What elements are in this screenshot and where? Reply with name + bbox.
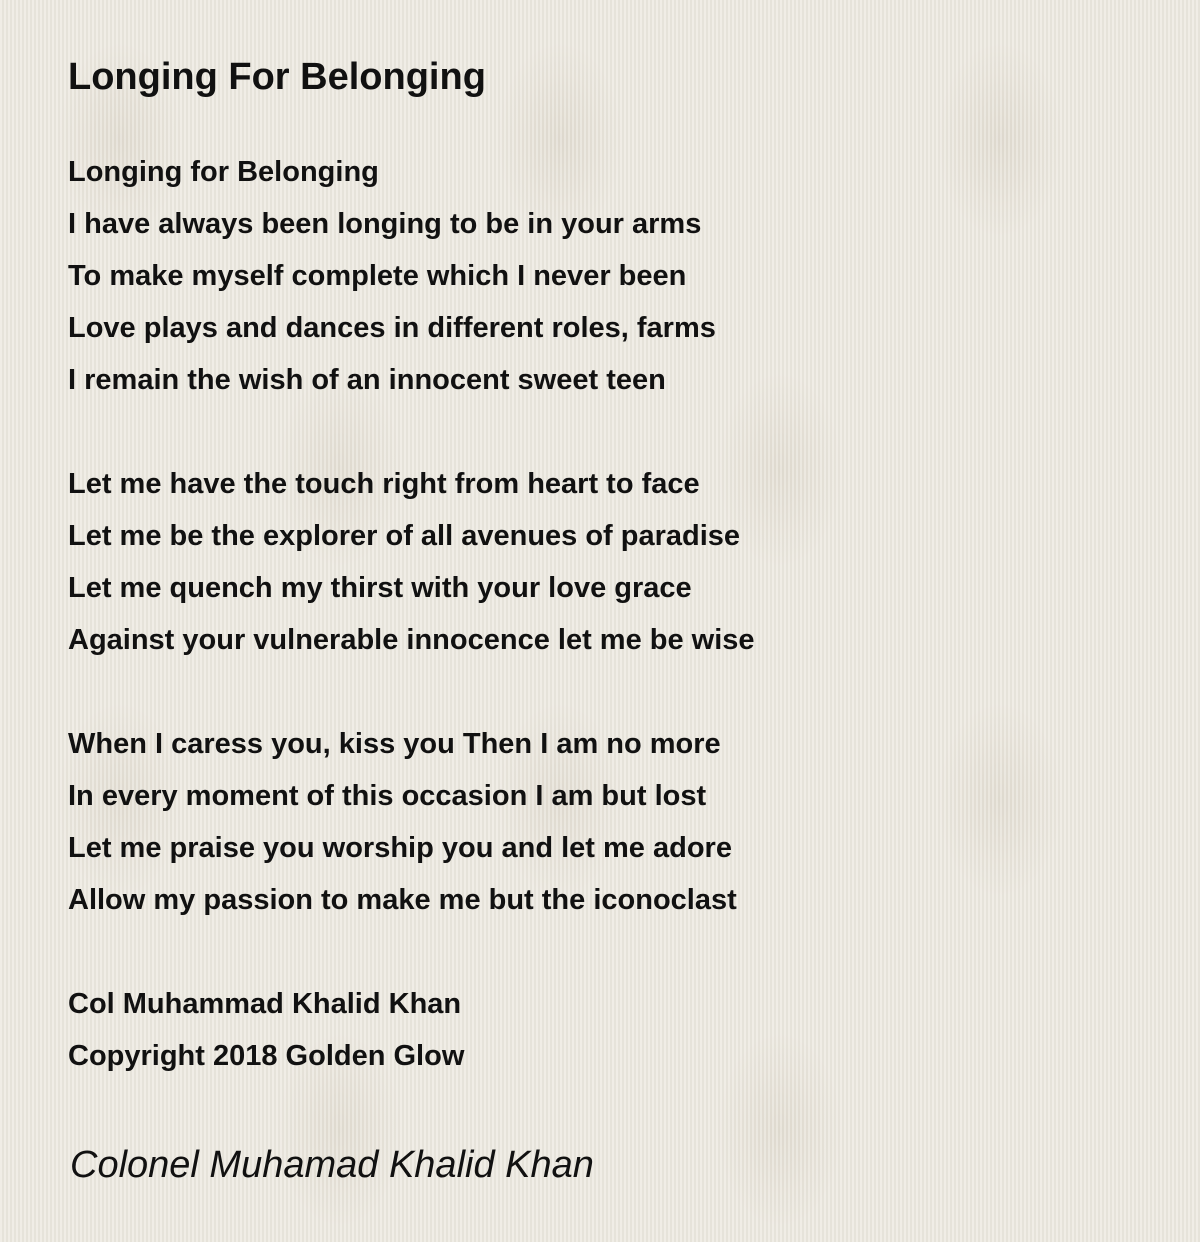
poem-line: Let me be the explorer of all avenues of paradise <box>68 520 741 552</box>
poem-line: To make myself complete which I never been <box>68 260 687 292</box>
poem-body <box>68 146 1128 1082</box>
author-line: Col Muhammad Khalid Khan <box>68 988 462 1020</box>
stanza-2 <box>68 458 1128 666</box>
poem-line: Love plays and dances in different roles, farms <box>68 312 716 344</box>
poem-line: Let me quench my thirst with your love grace <box>68 572 692 604</box>
poem-credits <box>68 978 1128 1082</box>
poem-page <box>68 52 1128 1190</box>
stanza-3 <box>68 718 1128 926</box>
stanza-1 <box>68 146 1128 406</box>
poem-line: Let me praise you worship you and let me adore <box>68 832 732 864</box>
poem-line: I have always been longing to be in your arms <box>68 208 702 240</box>
poem-line: In every moment of this occasion I am but lost <box>68 780 707 812</box>
copyright-line: Copyright 2018 Golden Glow <box>68 1040 465 1072</box>
poem-line: When I caress you, kiss you Then I am no more <box>68 728 721 760</box>
poem-line: Allow my passion to make me but the iconoclast <box>68 884 737 916</box>
poem-line: Let me have the touch right from heart to face <box>68 468 700 500</box>
poem-line: I remain the wish of an innocent sweet teen <box>68 364 666 396</box>
poem-line: Longing for Belonging <box>68 156 379 188</box>
poem-line: Against your vulnerable innocence let me be wise <box>68 624 755 656</box>
author-signature: Colonel Muhamad Khalid Khan <box>70 1144 594 1186</box>
poem-title: Longing For Belonging <box>68 56 486 98</box>
